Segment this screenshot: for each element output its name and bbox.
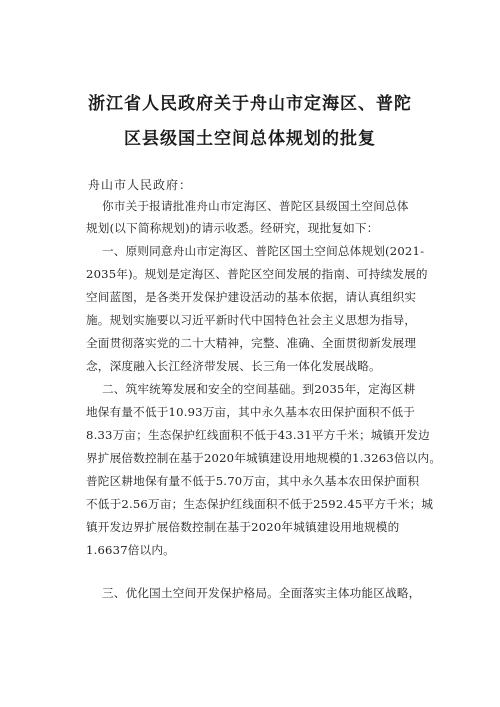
document-title-line-1: 浙江省人民政府关于舟山市定海区、普陀 bbox=[88, 94, 412, 114]
body-line: 规划(以下简称规划)的请示收悉。经研究，现批复如下： bbox=[86, 221, 379, 235]
body-line: 你市关于报请批准舟山市定海区、普陀区县级国土空间总体 bbox=[102, 199, 409, 213]
body-line: 全面贯彻落实党的二十大精神，完整、准确、全面贯彻新发展理 bbox=[86, 336, 417, 350]
salutation: 舟山市人民政府： bbox=[88, 178, 193, 192]
document-title-line-2: 区县级国土空间总体规划的批复 bbox=[124, 129, 376, 149]
body-line: 地保有量不低于10.93万亩，其中永久基本农田保护面积不低于 bbox=[86, 405, 416, 419]
body-line: 一、原则同意舟山市定海区、普陀区国土空间总体规划(2021- bbox=[102, 244, 425, 258]
body-line: 2035年)。规划是定海区、普陀区空间发展的指南、可持续发展的 bbox=[86, 267, 428, 281]
body-line: 二、筑牢统筹发展和安全的空间基础。到2035年，定海区耕 bbox=[102, 382, 416, 396]
body-line: 8.33万亩；生态保护红线面积不低于43.31平方千米；城镇开发边 bbox=[86, 428, 430, 442]
body-line: 1.6637倍以内。 bbox=[86, 543, 175, 557]
body-line: 镇开发边界扩展倍数控制在基于2020年城镇建设用地规模的 bbox=[86, 520, 400, 534]
body-line: 空间蓝图，是各类开发保护建设活动的基本依据，请认真组织实 bbox=[86, 290, 417, 304]
body-line: 三、优化国土空间开发保护格局。全面落实主体功能区战略， bbox=[102, 586, 421, 600]
body-line: 念，深度融入长江经济带发展、长三角一体化发展战略。 bbox=[86, 359, 381, 373]
body-line: 不低于2.56万亩；生态保护红线面积不低于2592.45平方千米；城 bbox=[86, 497, 434, 511]
body-line: 界扩展倍数控制在基于2020年城镇建设用地规模的1.3263倍以内。 bbox=[86, 451, 442, 465]
body-line: 施。规划实施要以习近平新时代中国特色社会主义思想为指导， bbox=[86, 313, 417, 327]
body-line: 普陀区耕地保有量不低于5.70万亩，其中永久基本农田保护面积 bbox=[86, 474, 420, 488]
